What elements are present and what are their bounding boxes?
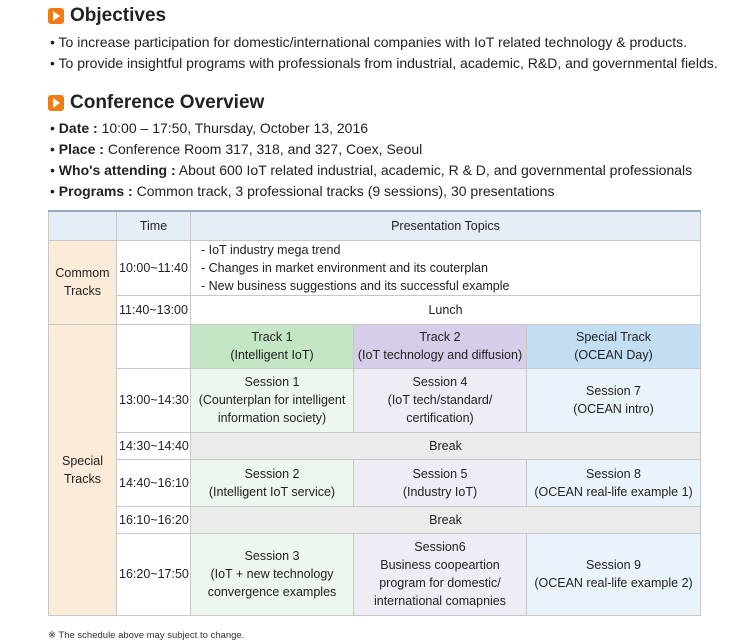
special-label-line1: Special — [62, 453, 103, 468]
schedule-table — [48, 210, 701, 616]
common-label-line2: Tracks — [63, 284, 102, 298]
session-line: Session 4 — [412, 375, 468, 389]
session-line: certification) — [406, 411, 474, 425]
objectives-heading — [48, 5, 166, 27]
session-1 — [191, 368, 354, 432]
session-line: Business coopeartion — [380, 558, 500, 572]
objective-item: • To increase participation for domestic/international companies with IoT related technology & products. — [50, 32, 718, 53]
session-9 — [527, 533, 701, 615]
schedule-note: ※ The schedule above may subject to change. — [48, 630, 245, 641]
slot-2-time: 14:40~16:10 — [117, 459, 191, 506]
place-value: Conference Room 317, 318, and 327, Coex, Seoul — [107, 141, 423, 157]
session-line: Session 5 — [412, 466, 468, 481]
session-line: Session 3 — [244, 549, 300, 563]
session-line: (OCEAN real-life example 2) — [534, 576, 693, 590]
tracks-header-row — [49, 324, 701, 368]
special-tracks-label — [49, 324, 117, 615]
session-7 — [527, 368, 701, 432]
session-line: Session 1 — [244, 375, 300, 389]
break-1-row — [49, 432, 701, 459]
slot-2-row — [49, 459, 701, 506]
objective-item: • To provide insightful programs with professionals from industrial, academic, R&D, and governmental fields. — [50, 53, 718, 74]
break-1-time: 14:30~14:40 — [117, 432, 191, 459]
lunch-cell: Lunch — [191, 295, 701, 324]
topic-item: - New business suggestions and its successful example — [201, 278, 510, 293]
common-topics — [191, 240, 701, 295]
session-4 — [354, 368, 527, 432]
overview-title: Conference Overview — [70, 92, 265, 113]
common-time: 10:00~11:40 — [117, 240, 191, 295]
slot-3-time: 16:20~17:50 — [117, 533, 191, 615]
table-header-row — [49, 211, 701, 240]
track-3-title: Special Track — [575, 330, 652, 344]
track-2-subtitle: (IoT technology and diffusion) — [357, 348, 523, 362]
topic-item: - IoT industry mega trend — [201, 242, 341, 257]
track-2-header — [354, 324, 527, 368]
session-line: Session 8 — [586, 466, 641, 481]
date-value: 10:00 – 17:50, Thursday, October 13, 2016 — [101, 120, 369, 136]
objectives-title: Objectives — [70, 5, 167, 26]
overview-item-date — [50, 118, 692, 139]
session-line: Session 7 — [586, 384, 641, 398]
slot-3-row — [49, 533, 701, 615]
track-1-title: Track 1 — [251, 330, 293, 344]
overview-item-programs — [50, 181, 692, 202]
session-line: international comapnies — [373, 594, 507, 608]
common-label-line1: Commom — [55, 266, 110, 280]
break-2-time: 16:10~16:20 — [117, 506, 191, 533]
track-1-header — [191, 324, 354, 368]
slot-1-time: 13:00~14:30 — [117, 368, 191, 432]
session-line: (OCEAN real-life example 1) — [534, 484, 693, 499]
track-2-title: Track 2 — [419, 330, 461, 344]
session-line: information society) — [217, 411, 327, 425]
date-label: Date : — [58, 120, 98, 136]
session-line: convergence examples — [207, 585, 337, 599]
track-1-subtitle: (Intelligent IoT) — [230, 348, 314, 362]
session-line: program for domestic/ — [379, 576, 501, 590]
session-line: (IoT + new technology — [210, 567, 334, 581]
session-line: (OCEAN intro) — [573, 402, 654, 416]
session-6 — [354, 533, 527, 615]
special-label-line2: Tracks — [63, 471, 102, 486]
slot-1-row — [49, 368, 701, 432]
programs-label: Programs : — [58, 183, 133, 199]
session-2 — [191, 459, 354, 506]
lunch-time: 11:40~13:00 — [117, 295, 191, 324]
attending-label: Who's attending : — [58, 162, 176, 178]
header-time: Time — [117, 211, 191, 240]
session-line: (IoT tech/standard/ — [387, 393, 493, 407]
session-line: Session6 — [414, 540, 466, 554]
place-label: Place : — [58, 141, 104, 157]
overview-item-attending — [50, 160, 692, 181]
track-3-header — [527, 324, 701, 368]
break-2-row — [49, 506, 701, 533]
attending-value: About 600 IoT related industrial, academic, R & D, and governmental professionals — [178, 162, 693, 178]
objectives-list — [50, 32, 718, 74]
session-line: (Counterplan for intelligent — [198, 393, 346, 407]
overview-item-place — [50, 139, 692, 160]
common-track-row — [49, 240, 701, 295]
overview-list — [50, 118, 692, 202]
tracks-time-blank — [117, 324, 191, 368]
programs-value: Common track, 3 professional tracks (9 sessions), 30 presentations — [136, 183, 555, 199]
session-5 — [354, 459, 527, 506]
track-3-subtitle: (OCEAN Day) — [574, 348, 653, 362]
session-line: Session 9 — [586, 558, 641, 572]
session-line: (Intelligent IoT service) — [208, 484, 336, 499]
session-3 — [191, 533, 354, 615]
play-arrow-icon — [48, 8, 64, 24]
session-line: (Industry IoT) — [402, 484, 478, 499]
break-2-cell: Break — [191, 506, 701, 533]
topic-item: - Changes in market environment and its couterplan — [201, 260, 488, 275]
header-topics: Presentation Topics — [191, 211, 701, 240]
common-tracks-label — [49, 240, 117, 324]
break-1-cell: Break — [191, 432, 701, 459]
overview-heading — [48, 92, 264, 114]
lunch-row — [49, 295, 701, 324]
session-line: Session 2 — [244, 466, 300, 481]
header-corner — [49, 211, 117, 240]
session-8 — [527, 459, 701, 506]
play-arrow-icon — [48, 95, 64, 111]
